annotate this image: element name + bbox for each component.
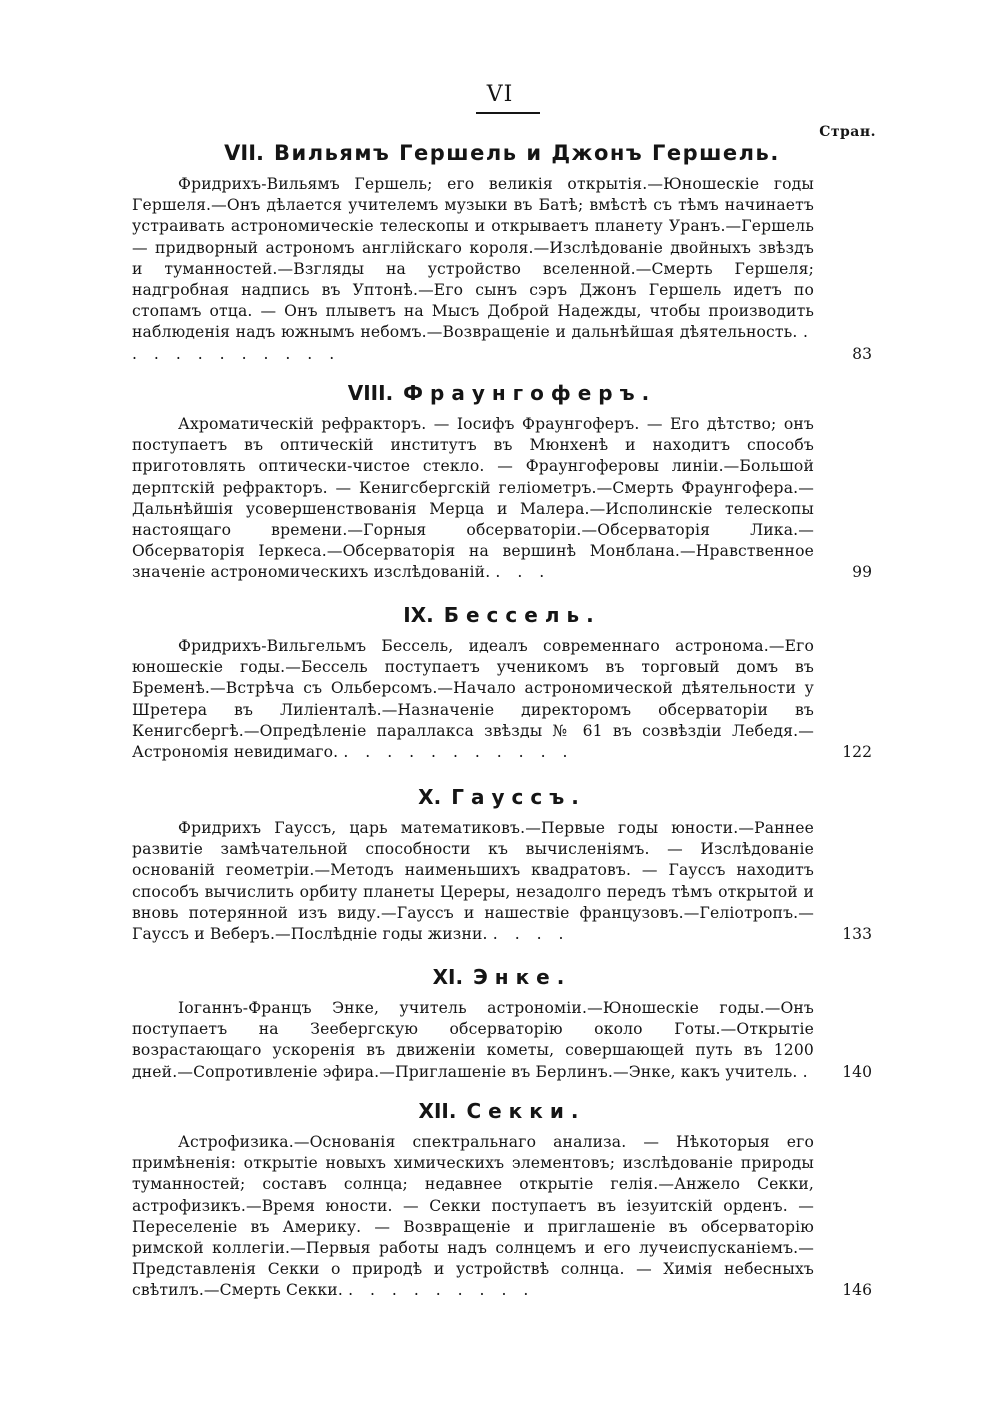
chapter-numeral: VIII. <box>347 381 394 405</box>
chapter-summary-text: Фридрихъ-Вильямъ Гершель; его великія открытія.—Юношескіе годы Гершеля.—Онъ дѣлается учителемъ музыки въ Батѣ; вмѣстѣ съ тѣмъ начинаетъ устраивать астрономическіе телескопы и открываетъ планету Уранъ.—Гершель — придворный астрономъ англійскаго короля.—Изслѣдованіе двойныхъ звѣздъ и туманностей.—Взгляды на устройство вселенной.—Смерть Гершеля; надгробная надпись въ Уптонѣ.—Его сынъ сэръ Джонъ Гершель идетъ по стопамъ отца. — Онъ плыветъ на Мысъ Доброй Надежды, чтобы производить наблюденія надъ южнымъ небомъ.—Возвращеніе и дальнѣйшая дѣятельность. <box>132 175 814 342</box>
dot-leader: . . . <box>495 563 551 582</box>
page-number: VI <box>486 82 514 107</box>
chapter-heading <box>132 780 872 814</box>
chapter-numeral: IX. <box>403 603 434 627</box>
chapter-heading <box>132 1094 872 1128</box>
chapter-page-ref: 83 <box>852 344 872 363</box>
page-number-rule <box>476 112 540 114</box>
page-column-label: Стран. <box>819 124 876 140</box>
chapter-summary-text: Астрофизика.—Основанія спектральнаго анализа. — Нѣкоторыя его примѣненія: открытіе новыхъ химическихъ элементовъ; изслѣдованіе природы туманностей; составъ солнца; недавнее открытіе гелія.—Анжело Секки, астрофизикъ.—Время юности. — Секки поступаетъ въ іезуитскій орденъ. — Переселеніе въ Америку. — Возвращеніе и приглашеніе въ обсерваторію римской коллегіи.—Первыя работы надъ солнцемъ и его лучеиспусканіемъ.—Представленія Секки о природѣ и устройствѣ солнца. — Химія небесныхъ свѣтилъ.—Смерть Секки. <box>132 1133 814 1300</box>
dot-leader: . <box>802 1062 814 1081</box>
chapter-entry <box>132 960 872 1083</box>
chapter-numeral: XII. <box>418 1099 457 1123</box>
chapter-body <box>132 414 872 584</box>
chapter-summary <box>132 998 814 1083</box>
chapter-summary <box>132 414 814 584</box>
chapter-summary-text: Фридрихъ Гауссъ, царь математиковъ.—Первые годы юности.—Раннее развитіе замѣчательной способности къ вычисленіямъ. — Изслѣдованіе основаній геометріи.—Методъ наименьшихъ квадратовъ. — Гауссъ находитъ способъ вычислить орбиту планеты Цереры, незадолго передъ тѣмъ открытой и вновь потерянной изъ виду.—Гауссъ и нашествіе французовъ.—Геліотропъ.—Гауссъ и Веберъ.—Послѣдніе годы жизни. <box>132 819 814 944</box>
chapter-body <box>132 818 872 945</box>
dot-leader: . . . . <box>492 925 570 944</box>
chapter-title: Фраунгоферъ. <box>403 381 657 405</box>
chapter-page-ref: 146 <box>842 1281 872 1300</box>
chapter-body <box>132 636 872 763</box>
chapter-summary <box>132 1132 814 1302</box>
chapter-summary <box>132 818 814 945</box>
chapter-body <box>132 174 872 365</box>
chapter-page-ref: 140 <box>842 1062 872 1081</box>
chapter-summary-text: Фридрихъ-Вильгельмъ Бессель, идеалъ современнаго астронома.—Его юношескіе годы.—Бессель поступаетъ ученикомъ въ торговый домъ въ Бременѣ.—Встрѣча съ Ольберсомъ.—Начало астрономической дѣятельности у Шретера въ Лиліенталѣ.—Назначеніе директоромъ обсерваторіи въ Кенигсбергѣ.—Опредѣленіе параллакса звѣзды № 61 въ созвѣздіи Лебедя.—Астрономія невидимаго. <box>132 637 814 762</box>
chapter-numeral: X. <box>418 785 442 809</box>
chapter-entry <box>132 376 872 584</box>
chapter-page-ref: 122 <box>842 743 872 762</box>
dot-leader: . . . . . . . . . <box>348 1281 535 1300</box>
chapter-title: Бессель. <box>443 603 601 627</box>
chapter-page-ref: 99 <box>852 563 872 582</box>
chapter-numeral: XI. <box>432 965 464 989</box>
chapter-numeral: VII. <box>224 141 265 165</box>
chapter-summary-text: Ахроматическій рефракторъ. — Іосифъ Фраунгоферъ. — Его дѣтство; онъ поступаетъ въ оптическій институтъ въ Мюнхенѣ и находитъ способъ приготовлять оптически-чистое стекло. — Фраунгоферовы линіи.—Большой дерптскій рефракторъ. — Кенигсбергскій геліометръ.—Смерть Фраунгофера.—Дальнѣйшія усовершенствованія Мерца и Малера.—Исполинскіе телескопы настоящаго времени.—Горныя обсерваторіи.—Обсерваторія Лика.—Обсерваторія Іеркеса.—Обсерваторія на вершинѣ Монблана.—Нравственное значеніе астрономическихъ изслѣдованій. <box>132 415 814 582</box>
chapter-summary-text: Іоганнъ-Францъ Энке, учитель астрономіи.—Юношескіе годы.—Онъ поступаетъ на Зеебергскую обсерваторію около Готы.—Открытіе возрастающаго ускоренія въ движеніи кометы, совершающей путь въ 1200 дней.—Сопротивленіе эфира.—Приглашеніе въ Берлинъ.—Энке, какъ учитель. <box>132 999 814 1081</box>
chapter-title: Энке. <box>473 965 572 989</box>
chapter-heading <box>132 136 872 170</box>
chapter-heading <box>132 960 872 994</box>
chapter-entry <box>132 1094 872 1302</box>
chapter-body <box>132 1132 872 1302</box>
chapter-summary <box>132 636 814 763</box>
chapter-entry <box>132 780 872 945</box>
chapter-title: Секки. <box>466 1099 586 1123</box>
chapter-summary <box>132 174 814 365</box>
chapter-title: Вильямъ Гершель и Джонъ Гершель. <box>274 141 780 165</box>
dot-leader: . . . . . . . . . . . <box>132 323 814 363</box>
chapter-heading <box>132 376 872 410</box>
chapter-entry <box>132 598 872 763</box>
dot-leader: . . . . . . . . . . . <box>343 743 574 762</box>
chapter-title: Гауссъ. <box>451 785 586 809</box>
chapter-page-ref: 133 <box>842 925 872 944</box>
chapter-body <box>132 998 872 1083</box>
chapter-entry <box>132 136 872 365</box>
chapter-heading <box>132 598 872 632</box>
